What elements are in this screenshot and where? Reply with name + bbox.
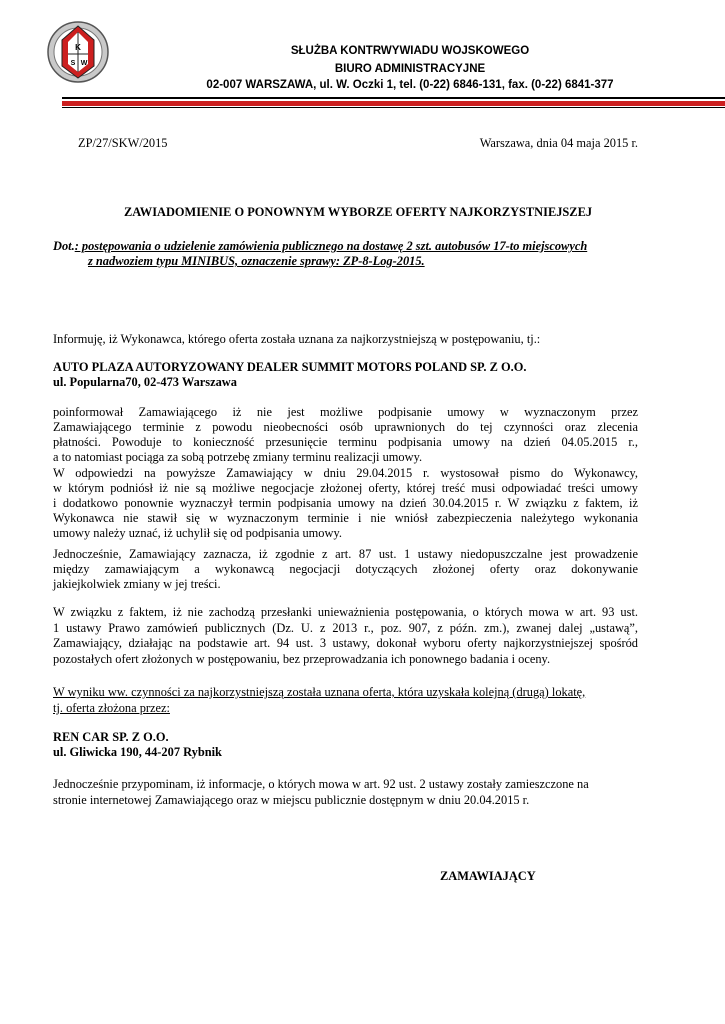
para1-line: w którym podniósł iż nie są możliwe negocjacje złożonej oferty, której treść musi odpowiadać treści umowy [53, 481, 638, 495]
header-rule-bottom [62, 107, 725, 108]
subject-line-2: z nadwoziem typu MINIBUS, oznaczenie sprawy: ZP-8-Log-2015. [88, 254, 425, 268]
document-title: ZAWIADOMIENIE O PONOWNYM WYBORZE OFERTY NAJKORZYSTNIEJSZEJ [123, 205, 593, 219]
reference-number: ZP/27/SKW/2015 [78, 136, 168, 150]
subject-text: : postępowania o udzielenie zamówienia publicznego na dostawę 2 szt. autobusów 17-to miejscowych [74, 239, 588, 253]
company2-address: ul. Gliwicka 190, 44-207 Rybnik [53, 745, 222, 759]
para1-line: Wykonawca nie stawił się w wyznaczonym terminie i nie wniósł zabezpieczenia należytego wykonania [53, 511, 638, 525]
logo-letter-k: K [75, 43, 81, 52]
subject-line-1 [53, 239, 638, 254]
para3-line: tj. oferta złożona przez: [53, 701, 170, 715]
intro-text: Informuję, iż Wykonawca, którego oferta została uznana za najkorzystniejszą w postępowaniu, tj.: [53, 332, 541, 346]
company1-name: AUTO PLAZA AUTORYZOWANY DEALER SUMMIT MOTORS POLAND SP. Z O.O. [53, 360, 527, 374]
para2-line: Zamawiający, działając na podstawie art. 94 ust. 3 ustawy, dokonał wyboru oferty najkorzystniejszej spośród [53, 636, 638, 650]
para1-line: jakiejkolwiek zmiany w jej treści. [53, 577, 221, 591]
subject-label: Dot. [53, 239, 75, 253]
header-department: BIURO ADMINISTRACYJNE [334, 63, 486, 75]
para1-line: i dodatkowo ponownie wyznaczył termin podpisania umowy na dzień 30.04.2015 r. W związku z faktem, iż [53, 496, 638, 510]
para2-line: 1 ustawy Prawo zamówień publicznych (Dz. U. z 2013 r., poz. 907, z późn. zm.), zwanej dalej „ustawą”, [53, 621, 638, 635]
header-address: 02-007 WARSZAWA, ul. W. Oczki 1, tel. (0-22) 6846-131, fax. (0-22) 6841-377 [206, 79, 614, 91]
para1-line: Jednocześnie, Zamawiający zaznacza, iż zgodnie z art. 87 ust. 1 ustawy niedopuszczalne jest prowadzenie [53, 547, 638, 561]
company2-name: REN CAR SP. Z O.O. [53, 730, 169, 744]
header-rule-red [62, 101, 725, 106]
para2-line: W związku z faktem, iż nie zachodzą przesłanki unieważnienia postępowania, o których mowa w art. 93 ust. [53, 605, 638, 619]
logo-letter-s: S [70, 60, 76, 67]
header-agency-name: SŁUŻBA KONTRWYWIADU WOJSKOWEGO [290, 45, 530, 57]
para1-line: umowy należy uznać, iż uchylił się od podpisania umowy. [53, 526, 342, 540]
signature-label: ZAMAWIAJĄCY [440, 869, 536, 883]
document-date: Warszawa, dnia 04 maja 2015 r. [479, 136, 638, 150]
skw-logo [46, 16, 110, 88]
para4-line: Jednocześnie przypominam, iż informacje, o których mowa w art. 92 ust. 2 ustawy zostały zamieszczone na [53, 777, 589, 791]
para1-line: Zamawiającego terminie z powodu nieobecności osób uprawnionych do tej czynności oraz zlecenia [53, 420, 638, 434]
logo-letter-w: W [80, 60, 88, 67]
para1-line: płatności. Powoduje to konieczność przesunięcie terminu podpisania umowy na dzień 04.05.2015 r., [53, 435, 638, 449]
para3-line: W wyniku ww. czynności za najkorzystniejszą została uznana oferta, która uzyskała kolejną (drugą) lokatę, [53, 685, 586, 699]
para2-line: pozostałych ofert złożonych w postępowaniu, bez przeprowadzania ich ponownego badania i oceny. [53, 652, 551, 666]
para1-line: W odpowiedzi na powyższe Zamawiający w dniu 29.04.2015 r. wystosował pismo do Wykonawcy, [53, 466, 638, 480]
para1-line: poinformował Zamawiającego iż nie jest możliwe podpisanie umowy w wyznaczonym przez [53, 405, 638, 419]
para1-line: a to natomiast pociąga za sobą potrzebę zmiany terminu realizacji umowy. [53, 450, 423, 464]
header-rule-top [62, 97, 725, 99]
para1-line: między zamawiającym a wykonawcą negocjacji dotyczących złożonej oferty oraz dokonywanie [53, 562, 638, 576]
para4-line: stronie internetowej Zamawiającego oraz w miejscu publicznie dostępnym w dniu 20.04.2015 r. [53, 793, 530, 807]
company1-address: ul. Popularna70, 02-473 Warszawa [53, 375, 237, 389]
